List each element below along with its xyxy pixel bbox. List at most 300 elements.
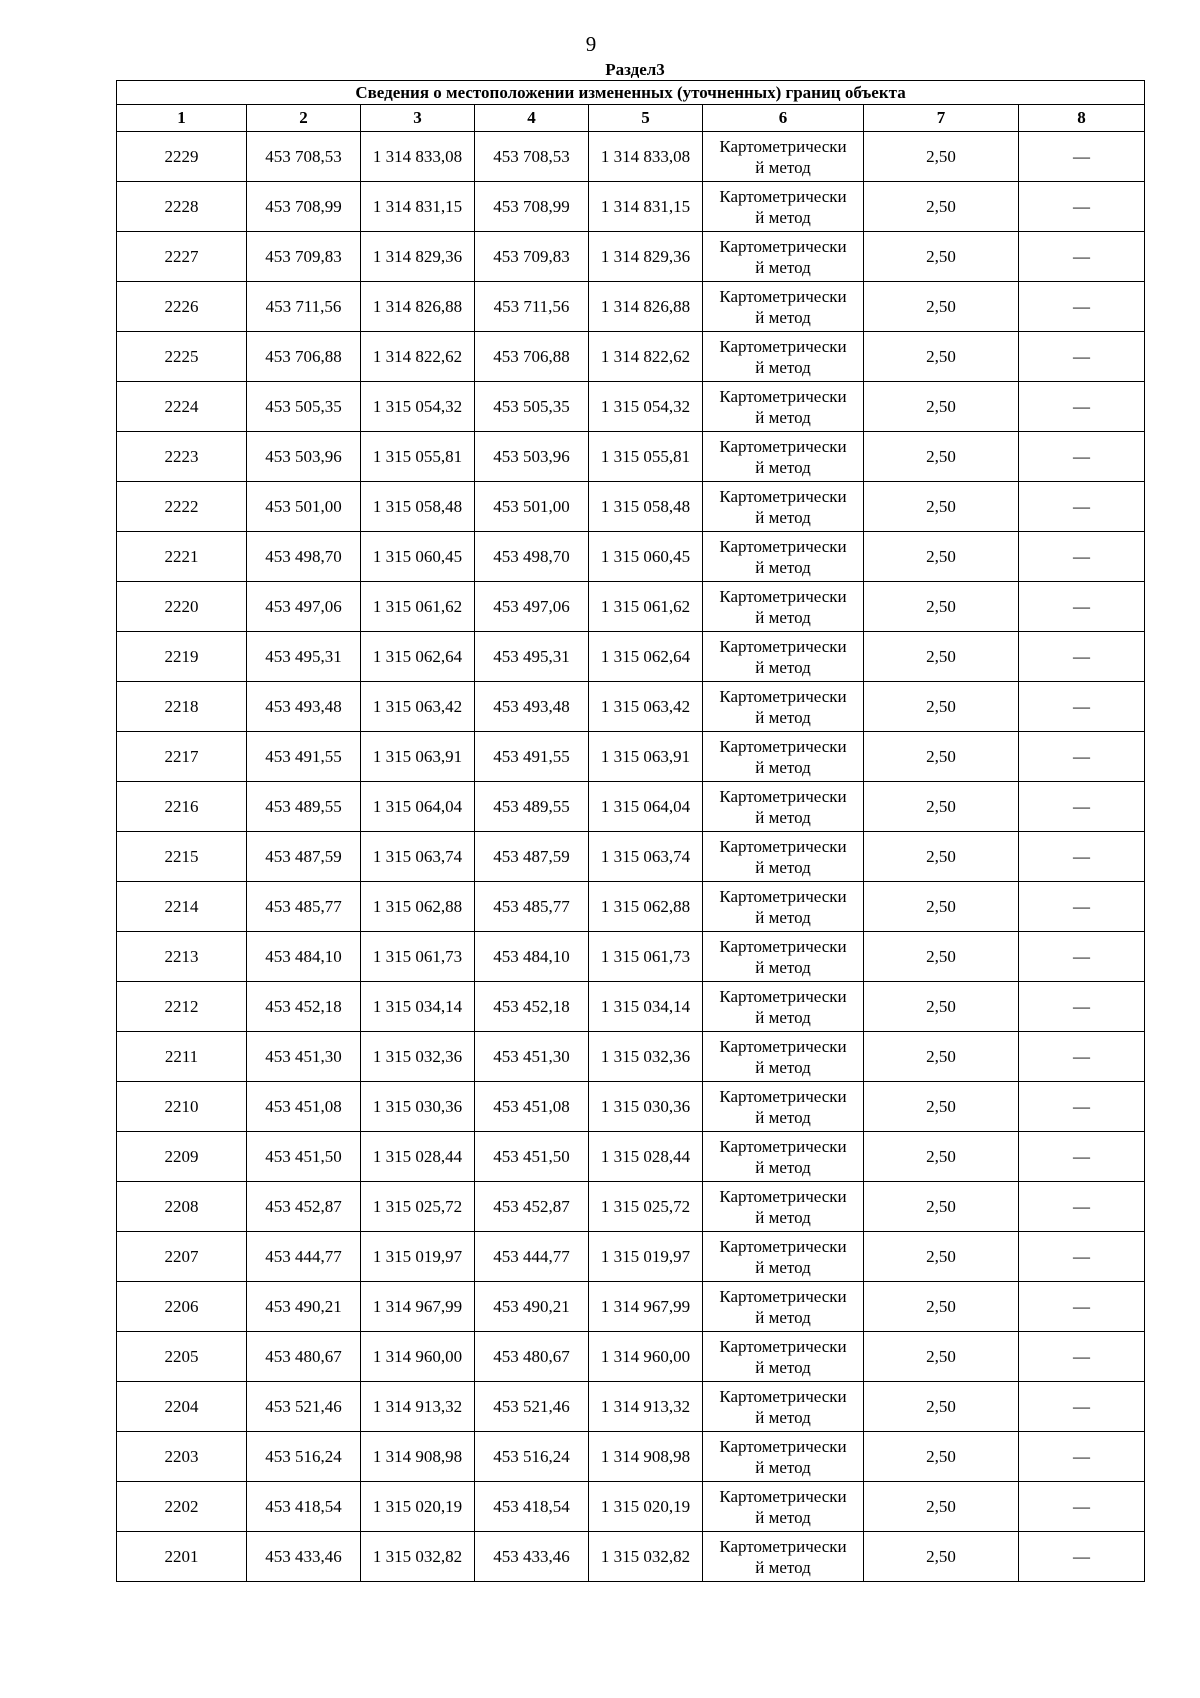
method-cell — [703, 432, 864, 482]
note-cell: — — [1019, 1532, 1145, 1582]
column-number: 6 — [703, 105, 864, 132]
method-line2: й метод — [755, 607, 811, 627]
y-new-cell: 1 315 054,32 — [589, 382, 703, 432]
column-number: 1 — [117, 105, 247, 132]
y-new-cell: 1 314 826,88 — [589, 282, 703, 332]
method-cell — [703, 282, 864, 332]
x-new-cell: 453 485,77 — [475, 882, 589, 932]
point-number-cell: 2209 — [117, 1132, 247, 1182]
x-existing-cell: 453 452,87 — [247, 1182, 361, 1232]
accuracy-cell: 2,50 — [864, 1182, 1019, 1232]
note-cell: — — [1019, 1032, 1145, 1082]
column-number: 8 — [1019, 105, 1145, 132]
x-new-cell: 453 709,83 — [475, 232, 589, 282]
table-row — [117, 782, 1145, 832]
table-title: Сведения о местоположении измененных (уточненных) границ объекта — [117, 81, 1145, 105]
y-existing-cell: 1 315 032,36 — [361, 1032, 475, 1082]
x-existing-cell: 453 708,99 — [247, 182, 361, 232]
x-existing-cell: 453 495,31 — [247, 632, 361, 682]
point-number-cell: 2213 — [117, 932, 247, 982]
y-existing-cell: 1 314 967,99 — [361, 1282, 475, 1332]
note-cell: — — [1019, 582, 1145, 632]
method-line1: Картометрически — [719, 736, 847, 756]
y-existing-cell: 1 315 034,14 — [361, 982, 475, 1032]
method-line2: й метод — [755, 557, 811, 577]
x-new-cell: 453 498,70 — [475, 532, 589, 582]
x-existing-cell: 453 711,56 — [247, 282, 361, 332]
accuracy-cell: 2,50 — [864, 682, 1019, 732]
y-existing-cell: 1 315 058,48 — [361, 482, 475, 532]
point-number-cell: 2214 — [117, 882, 247, 932]
x-new-cell: 453 444,77 — [475, 1232, 589, 1282]
method-line1: Картометрически — [719, 486, 847, 506]
point-number-cell: 2202 — [117, 1482, 247, 1532]
accuracy-cell: 2,50 — [864, 532, 1019, 582]
method-line2: й метод — [755, 1157, 811, 1177]
y-new-cell: 1 315 063,91 — [589, 732, 703, 782]
y-new-cell: 1 314 960,00 — [589, 1332, 703, 1382]
point-number-cell: 2220 — [117, 582, 247, 632]
point-number-cell: 2215 — [117, 832, 247, 882]
method-cell — [703, 1532, 864, 1582]
y-existing-cell: 1 314 913,32 — [361, 1382, 475, 1432]
table-row — [117, 1282, 1145, 1332]
method-line2: й метод — [755, 1257, 811, 1277]
y-existing-cell: 1 315 063,74 — [361, 832, 475, 882]
method-line2: й метод — [755, 307, 811, 327]
accuracy-cell: 2,50 — [864, 1532, 1019, 1582]
y-existing-cell: 1 314 826,88 — [361, 282, 475, 332]
column-number: 5 — [589, 105, 703, 132]
table-row — [117, 582, 1145, 632]
point-number-cell: 2203 — [117, 1432, 247, 1482]
method-line2: й метод — [755, 1407, 811, 1427]
x-existing-cell: 453 490,21 — [247, 1282, 361, 1332]
table-row — [117, 1132, 1145, 1182]
page-number: 9 — [585, 32, 597, 56]
note-cell: — — [1019, 232, 1145, 282]
x-existing-cell: 453 451,50 — [247, 1132, 361, 1182]
accuracy-cell: 2,50 — [864, 332, 1019, 382]
y-new-cell: 1 314 822,62 — [589, 332, 703, 382]
note-cell: — — [1019, 482, 1145, 532]
column-number: 7 — [864, 105, 1019, 132]
note-cell: — — [1019, 382, 1145, 432]
method-cell — [703, 1232, 864, 1282]
point-number-cell: 2201 — [117, 1532, 247, 1582]
note-cell: — — [1019, 182, 1145, 232]
table-row — [117, 232, 1145, 282]
y-new-cell: 1 314 831,15 — [589, 182, 703, 232]
accuracy-cell: 2,50 — [864, 1382, 1019, 1432]
y-existing-cell: 1 315 062,88 — [361, 882, 475, 932]
method-line2: й метод — [755, 257, 811, 277]
table-row — [117, 632, 1145, 682]
point-number-cell: 2226 — [117, 282, 247, 332]
point-number-cell: 2221 — [117, 532, 247, 582]
method-line2: й метод — [755, 1557, 811, 1577]
table-row — [117, 732, 1145, 782]
accuracy-cell: 2,50 — [864, 832, 1019, 882]
y-new-cell: 1 315 064,04 — [589, 782, 703, 832]
x-new-cell: 453 501,00 — [475, 482, 589, 532]
method-line1: Картометрически — [719, 1436, 847, 1456]
method-line2: й метод — [755, 807, 811, 827]
y-new-cell: 1 315 034,14 — [589, 982, 703, 1032]
y-new-cell: 1 315 028,44 — [589, 1132, 703, 1182]
point-number-cell: 2228 — [117, 182, 247, 232]
y-existing-cell: 1 314 833,08 — [361, 132, 475, 182]
method-line2: й метод — [755, 1007, 811, 1027]
method-cell — [703, 532, 864, 582]
x-existing-cell: 453 497,06 — [247, 582, 361, 632]
y-new-cell: 1 315 062,88 — [589, 882, 703, 932]
accuracy-cell: 2,50 — [864, 432, 1019, 482]
method-line2: й метод — [755, 1457, 811, 1477]
x-new-cell: 453 708,99 — [475, 182, 589, 232]
note-cell: — — [1019, 882, 1145, 932]
method-cell — [703, 632, 864, 682]
table-body — [117, 81, 1145, 1582]
table-row — [117, 1532, 1145, 1582]
accuracy-cell: 2,50 — [864, 132, 1019, 182]
table-row — [117, 1082, 1145, 1132]
method-line1: Картометрически — [719, 536, 847, 556]
y-existing-cell: 1 315 063,42 — [361, 682, 475, 732]
x-existing-cell: 453 485,77 — [247, 882, 361, 932]
note-cell: — — [1019, 532, 1145, 582]
accuracy-cell: 2,50 — [864, 382, 1019, 432]
method-line1: Картометрически — [719, 186, 847, 206]
point-number-cell: 2212 — [117, 982, 247, 1032]
accuracy-cell: 2,50 — [864, 1232, 1019, 1282]
x-existing-cell: 453 418,54 — [247, 1482, 361, 1532]
table-row — [117, 432, 1145, 482]
table-title-row — [117, 81, 1145, 105]
table-row — [117, 1232, 1145, 1282]
section-title: Раздел3 — [605, 60, 665, 79]
method-cell — [703, 1132, 864, 1182]
x-existing-cell: 453 489,55 — [247, 782, 361, 832]
method-cell — [703, 582, 864, 632]
method-line1: Картометрически — [719, 836, 847, 856]
method-line2: й метод — [755, 507, 811, 527]
y-existing-cell: 1 314 831,15 — [361, 182, 475, 232]
note-cell: — — [1019, 732, 1145, 782]
note-cell: — — [1019, 1182, 1145, 1232]
method-cell — [703, 832, 864, 882]
y-existing-cell: 1 315 030,36 — [361, 1082, 475, 1132]
y-existing-cell: 1 314 960,00 — [361, 1332, 475, 1382]
x-existing-cell: 453 433,46 — [247, 1532, 361, 1582]
method-line1: Картометрически — [719, 1486, 847, 1506]
method-line1: Картометрически — [719, 1386, 847, 1406]
accuracy-cell: 2,50 — [864, 882, 1019, 932]
table-row — [117, 982, 1145, 1032]
y-new-cell: 1 315 030,36 — [589, 1082, 703, 1132]
method-line2: й метод — [755, 1507, 811, 1527]
y-new-cell: 1 314 908,98 — [589, 1432, 703, 1482]
note-cell: — — [1019, 782, 1145, 832]
x-new-cell: 453 451,50 — [475, 1132, 589, 1182]
accuracy-cell: 2,50 — [864, 1482, 1019, 1532]
x-new-cell: 453 490,21 — [475, 1282, 589, 1332]
method-line2: й метод — [755, 1207, 811, 1227]
point-number-cell: 2227 — [117, 232, 247, 282]
method-line1: Картометрически — [719, 636, 847, 656]
point-number-cell: 2224 — [117, 382, 247, 432]
note-cell: — — [1019, 1282, 1145, 1332]
note-cell: — — [1019, 1432, 1145, 1482]
y-existing-cell: 1 314 829,36 — [361, 232, 475, 282]
method-cell — [703, 782, 864, 832]
point-number-cell: 2210 — [117, 1082, 247, 1132]
y-new-cell: 1 315 020,19 — [589, 1482, 703, 1532]
y-existing-cell: 1 315 064,04 — [361, 782, 475, 832]
method-line2: й метод — [755, 707, 811, 727]
y-existing-cell: 1 315 063,91 — [361, 732, 475, 782]
x-new-cell: 453 493,48 — [475, 682, 589, 732]
y-existing-cell: 1 314 908,98 — [361, 1432, 475, 1482]
method-cell — [703, 1032, 864, 1082]
table-row — [117, 332, 1145, 382]
table-row — [117, 832, 1145, 882]
y-new-cell: 1 314 913,32 — [589, 1382, 703, 1432]
x-existing-cell: 453 484,10 — [247, 932, 361, 982]
method-cell — [703, 1182, 864, 1232]
x-new-cell: 453 418,54 — [475, 1482, 589, 1532]
method-line1: Картометрически — [719, 1086, 847, 1106]
table-row — [117, 1432, 1145, 1482]
accuracy-cell: 2,50 — [864, 582, 1019, 632]
y-new-cell: 1 315 019,97 — [589, 1232, 703, 1282]
x-existing-cell: 453 491,55 — [247, 732, 361, 782]
y-new-cell: 1 315 058,48 — [589, 482, 703, 532]
accuracy-cell: 2,50 — [864, 1282, 1019, 1332]
accuracy-cell: 2,50 — [864, 1432, 1019, 1482]
x-existing-cell: 453 708,53 — [247, 132, 361, 182]
x-new-cell: 453 497,06 — [475, 582, 589, 632]
method-cell — [703, 682, 864, 732]
method-line2: й метод — [755, 907, 811, 927]
point-number-cell: 2207 — [117, 1232, 247, 1282]
column-number: 3 — [361, 105, 475, 132]
x-new-cell: 453 452,87 — [475, 1182, 589, 1232]
y-existing-cell: 1 315 054,32 — [361, 382, 475, 432]
x-new-cell: 453 708,53 — [475, 132, 589, 182]
point-number-cell: 2204 — [117, 1382, 247, 1432]
method-cell — [703, 882, 864, 932]
method-line1: Картометрически — [719, 1136, 847, 1156]
method-cell — [703, 932, 864, 982]
method-line2: й метод — [755, 407, 811, 427]
y-existing-cell: 1 314 822,62 — [361, 332, 475, 382]
y-new-cell: 1 315 063,74 — [589, 832, 703, 882]
method-cell — [703, 332, 864, 382]
x-existing-cell: 453 501,00 — [247, 482, 361, 532]
x-new-cell: 453 452,18 — [475, 982, 589, 1032]
x-existing-cell: 453 451,30 — [247, 1032, 361, 1082]
x-new-cell: 453 489,55 — [475, 782, 589, 832]
x-new-cell: 453 433,46 — [475, 1532, 589, 1582]
method-line1: Картометрически — [719, 1286, 847, 1306]
point-number-cell: 2217 — [117, 732, 247, 782]
accuracy-cell: 2,50 — [864, 482, 1019, 532]
accuracy-cell: 2,50 — [864, 1332, 1019, 1382]
point-number-cell: 2218 — [117, 682, 247, 732]
table-row — [117, 1482, 1145, 1532]
point-number-cell: 2205 — [117, 1332, 247, 1382]
note-cell: — — [1019, 1482, 1145, 1532]
accuracy-cell: 2,50 — [864, 232, 1019, 282]
method-line2: й метод — [755, 1057, 811, 1077]
x-existing-cell: 453 521,46 — [247, 1382, 361, 1432]
method-line2: й метод — [755, 857, 811, 877]
y-existing-cell: 1 315 062,64 — [361, 632, 475, 682]
x-new-cell: 453 505,35 — [475, 382, 589, 432]
method-line1: Картометрически — [719, 286, 847, 306]
method-line2: й метод — [755, 1357, 811, 1377]
x-existing-cell: 453 451,08 — [247, 1082, 361, 1132]
method-line1: Картометрически — [719, 386, 847, 406]
accuracy-cell: 2,50 — [864, 732, 1019, 782]
point-number-cell: 2225 — [117, 332, 247, 382]
point-number-cell: 2229 — [117, 132, 247, 182]
note-cell: — — [1019, 632, 1145, 682]
table-row — [117, 132, 1145, 182]
y-existing-cell: 1 315 032,82 — [361, 1532, 475, 1582]
table-row — [117, 532, 1145, 582]
y-existing-cell: 1 315 061,62 — [361, 582, 475, 632]
y-new-cell: 1 315 032,36 — [589, 1032, 703, 1082]
table-row — [117, 482, 1145, 532]
x-existing-cell: 453 480,67 — [247, 1332, 361, 1382]
method-line1: Картометрически — [719, 1336, 847, 1356]
method-cell — [703, 1282, 864, 1332]
point-number-cell: 2211 — [117, 1032, 247, 1082]
method-line2: й метод — [755, 457, 811, 477]
method-line2: й метод — [755, 157, 811, 177]
note-cell: — — [1019, 1132, 1145, 1182]
accuracy-cell: 2,50 — [864, 632, 1019, 682]
x-existing-cell: 453 493,48 — [247, 682, 361, 732]
note-cell: — — [1019, 1332, 1145, 1382]
method-line2: й метод — [755, 1107, 811, 1127]
note-cell: — — [1019, 832, 1145, 882]
note-cell: — — [1019, 932, 1145, 982]
y-new-cell: 1 315 025,72 — [589, 1182, 703, 1232]
table-row — [117, 1382, 1145, 1432]
column-number: 4 — [475, 105, 589, 132]
method-line2: й метод — [755, 957, 811, 977]
y-existing-cell: 1 315 060,45 — [361, 532, 475, 582]
y-existing-cell: 1 315 025,72 — [361, 1182, 475, 1232]
point-number-cell: 2206 — [117, 1282, 247, 1332]
note-cell: — — [1019, 1232, 1145, 1282]
note-cell: — — [1019, 1382, 1145, 1432]
accuracy-cell: 2,50 — [864, 932, 1019, 982]
y-new-cell: 1 315 061,73 — [589, 932, 703, 982]
x-new-cell: 453 521,46 — [475, 1382, 589, 1432]
point-number-cell: 2223 — [117, 432, 247, 482]
method-line2: й метод — [755, 657, 811, 677]
y-new-cell: 1 315 062,64 — [589, 632, 703, 682]
note-cell: — — [1019, 982, 1145, 1032]
y-existing-cell: 1 315 055,81 — [361, 432, 475, 482]
x-new-cell: 453 451,08 — [475, 1082, 589, 1132]
x-new-cell: 453 491,55 — [475, 732, 589, 782]
method-line1: Картометрически — [719, 786, 847, 806]
x-existing-cell: 453 452,18 — [247, 982, 361, 1032]
y-new-cell: 1 315 061,62 — [589, 582, 703, 632]
table-row — [117, 882, 1145, 932]
boundary-coordinates-table — [116, 80, 1145, 1582]
y-existing-cell: 1 315 019,97 — [361, 1232, 475, 1282]
method-line1: Картометрически — [719, 236, 847, 256]
y-existing-cell: 1 315 020,19 — [361, 1482, 475, 1532]
method-line2: й метод — [755, 757, 811, 777]
accuracy-cell: 2,50 — [864, 1082, 1019, 1132]
method-cell — [703, 982, 864, 1032]
y-new-cell: 1 314 967,99 — [589, 1282, 703, 1332]
accuracy-cell: 2,50 — [864, 1032, 1019, 1082]
x-existing-cell: 453 487,59 — [247, 832, 361, 882]
table-row — [117, 282, 1145, 332]
x-existing-cell: 453 444,77 — [247, 1232, 361, 1282]
table-row — [117, 1182, 1145, 1232]
method-line2: й метод — [755, 357, 811, 377]
method-line1: Картометрически — [719, 586, 847, 606]
method-line1: Картометрически — [719, 1186, 847, 1206]
point-number-cell: 2216 — [117, 782, 247, 832]
x-new-cell: 453 711,56 — [475, 282, 589, 332]
y-new-cell: 1 315 060,45 — [589, 532, 703, 582]
method-cell — [703, 482, 864, 532]
column-number-row — [117, 105, 1145, 132]
method-line1: Картометрически — [719, 136, 847, 156]
y-new-cell: 1 314 829,36 — [589, 232, 703, 282]
method-line1: Картометрически — [719, 436, 847, 456]
column-number: 2 — [247, 105, 361, 132]
accuracy-cell: 2,50 — [864, 282, 1019, 332]
y-new-cell: 1 315 032,82 — [589, 1532, 703, 1582]
x-new-cell: 453 487,59 — [475, 832, 589, 882]
note-cell: — — [1019, 432, 1145, 482]
method-line1: Картометрически — [719, 986, 847, 1006]
method-line2: й метод — [755, 1307, 811, 1327]
note-cell: — — [1019, 682, 1145, 732]
table-row — [117, 1332, 1145, 1382]
accuracy-cell: 2,50 — [864, 782, 1019, 832]
method-cell — [703, 1082, 864, 1132]
table-row — [117, 382, 1145, 432]
x-existing-cell: 453 709,83 — [247, 232, 361, 282]
y-new-cell: 1 315 055,81 — [589, 432, 703, 482]
table-row — [117, 182, 1145, 232]
x-new-cell: 453 503,96 — [475, 432, 589, 482]
method-line1: Картометрически — [719, 1036, 847, 1056]
x-existing-cell: 453 516,24 — [247, 1432, 361, 1482]
y-new-cell: 1 315 063,42 — [589, 682, 703, 732]
x-new-cell: 453 706,88 — [475, 332, 589, 382]
method-cell — [703, 232, 864, 282]
note-cell: — — [1019, 332, 1145, 382]
accuracy-cell: 2,50 — [864, 982, 1019, 1032]
x-existing-cell: 453 706,88 — [247, 332, 361, 382]
x-existing-cell: 453 503,96 — [247, 432, 361, 482]
x-new-cell: 453 484,10 — [475, 932, 589, 982]
table-row — [117, 1032, 1145, 1082]
